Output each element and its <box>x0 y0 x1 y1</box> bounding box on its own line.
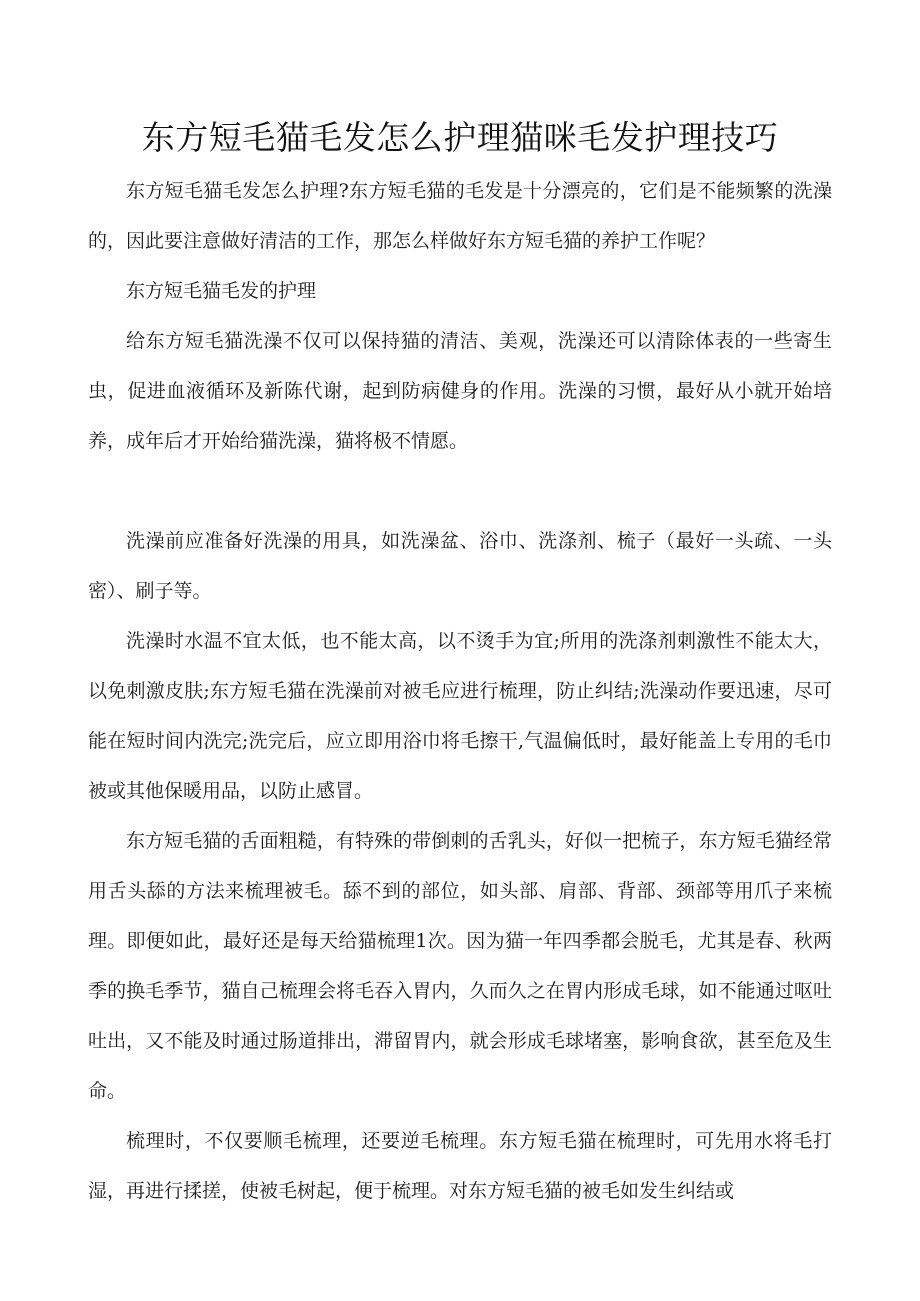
paragraph-bathing-benefits: 给东方短毛猫洗澡不仅可以保持猫的清洁、美观，洗澡还可以清除体表的一些寄生虫，促进血液循环及新陈代谢，起到防病健身的作用。洗澡的习惯，最好从小就开始培养，成年后才开始给猫洗澡，猫将极不情愿。 <box>88 330 832 452</box>
paragraph-bathing-method: 洗澡时水温不宜太低，也不能太高，以不烫手为宜;所用的洗涤剂刺激性不能太大，以免刺激皮肤;东方短毛猫在洗澡前对被毛应进行梳理，防止纠结;洗澡动作要迅速，尽可能在短时间内洗完;洗完后，应立即用浴巾将毛擦干,气温偏低时，最好能盖上专用的毛巾被或其他保暖用品，以防止感冒。 <box>88 630 832 802</box>
document-title: 东方短毛猫毛发怎么护理猫咪毛发护理技巧 <box>141 118 779 157</box>
paragraph-section-heading: 东方短毛猫毛发的护理 <box>126 280 317 302</box>
paragraph-grooming-tongue: 东方短毛猫的舌面粗糙，有特殊的带倒刺的舌乳头，好似一把梳子，东方短毛猫经常用舌头舔的方法来梳理被毛。舔不到的部位，如头部、肩部、背部、颈部等用爪子来梳理。即便如此，最好还是每天给猫梳理1次。因为猫一年四季都会脱毛，尤其是春、秋两季的换毛季节，猫自己梳理会将毛吞入胃内，久而久之在胃内形成毛球，如不能通过呕吐吐出，又不能及时通过肠道排出，滞留胃内，就会形成毛球堵塞，影响食欲，甚至危及生命。 <box>88 830 832 1102</box>
document-body <box>88 166 832 1216</box>
paragraph-intro: 东方短毛猫毛发怎么护理?东方短毛猫的毛发是十分漂亮的，它们是不能频繁的洗澡的，因此要注意做好清洁的工作，那怎么样做好东方短毛猫的养护工作呢？ <box>88 180 832 252</box>
paragraph-bathing-tools: 洗澡前应准备好洗澡的用具，如洗澡盆、浴巾、洗涤剂、梳子（最好一头疏、一头密）、刷子等。 <box>88 530 832 602</box>
paragraph-grooming-method: 梳理时，不仅要顺毛梳理，还要逆毛梳理。东方短毛猫在梳理时，可先用水将毛打湿，再进行揉搓，使被毛树起，便于梳理。对东方短毛猫的被毛如发生纠结或 <box>88 1130 832 1202</box>
